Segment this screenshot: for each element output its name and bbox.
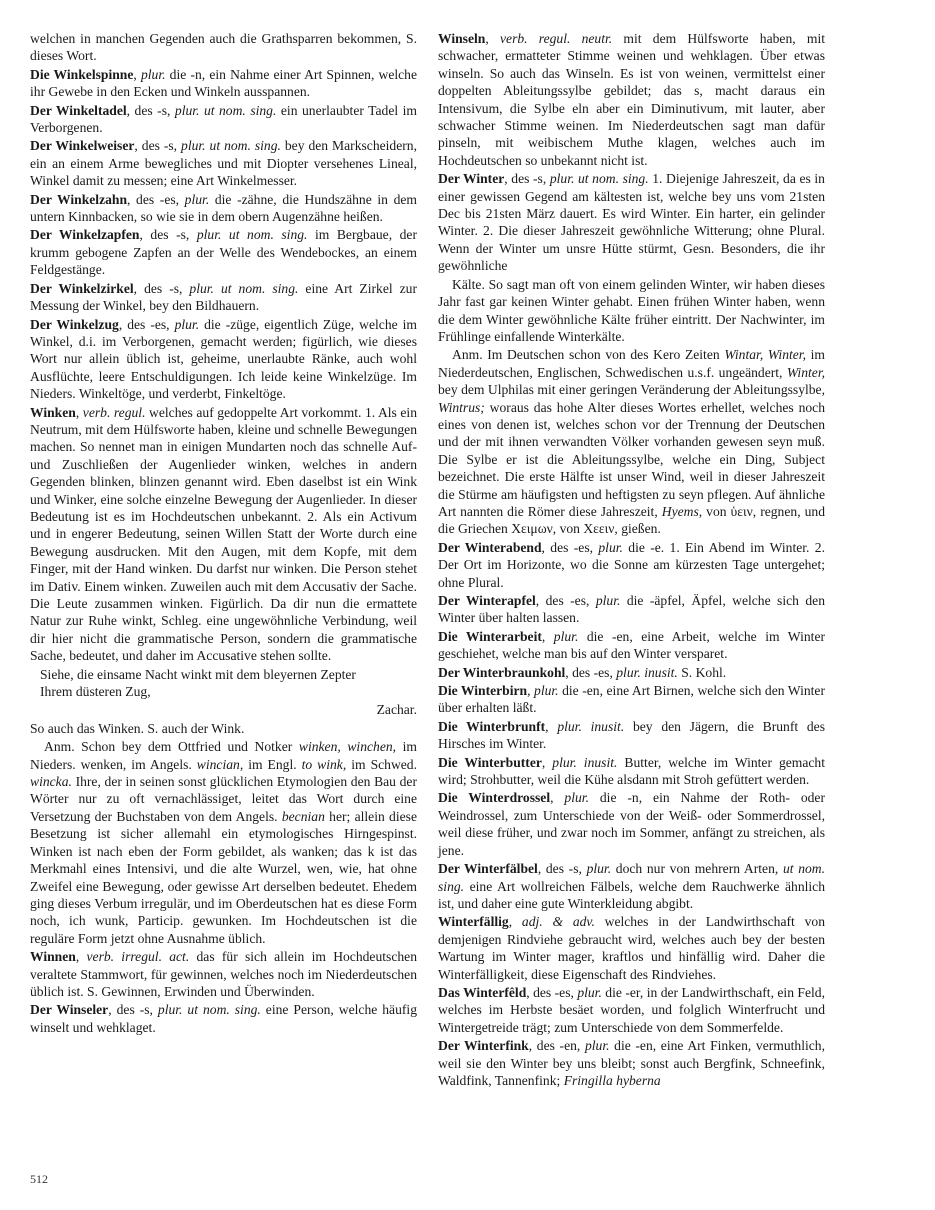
dictionary-entry: Der Winkelzug, des -es, plur. die -züge, eigentlich Züge, welche im Winkel, d.i. im Verborgenen, gemacht werden; figürlich, wie dieses Wort nur allein üblich ist, geheime, unerlaubte Ränke, auch wohl Ausflüchte, leere Entschuldigungen. Ich leide keine Winkelzüge. Im Nieders. Winkeltöge, und verderbt, Finkeltöge. [30, 316, 417, 402]
dictionary-entry: Die Winterbutter, plur. inusit. Butter, welche im Winter gemacht wird; Strohbutter, weil die Kühe alsdann mit Stroh gefüttert werden. [438, 754, 825, 788]
dictionary-entry: Der Winkeltadel, des -s, plur. ut nom. sing. ein unerlaubter Tadel im Verborgenen. [30, 102, 417, 136]
annotation-paragraph: Anm. Schon bey dem Ottfried und Notker winken, winchen, im Nieders. wenken, im Angels. wincian, im Engl. to wink, im Schwed. wincka. Ihre, der in seinen sonst glücklichen Etymologien den Bau der Wörter nur zu oft vernachlässiget, leitet das Wort durch eine Versetzung der Buchstaben von dem Angels. becnian her; allein diese Besetzung ist sicher allemahl ein etymologisches Hirngespinst. Winken ist nach eben der Form gebildet, als wanken; das k ist das Merkmahl eines Intensivi, und die alte Wurzel, wen, wie, hat ohne Zweifel eine Bewegung, oder gewisse Art derselben bedeutet. Ehedem ging dieses Verbum irregulär, und im Oberdeutschen hat es diese Form noch, ich wunk, Particip. gewunken. Im Hochdeutschen ist die reguläre Form jetzt ohne Ausnahme üblich. [30, 739, 417, 946]
dictionary-entry: So auch das Winken. S. auch der Wink. [30, 720, 245, 736]
left-column [30, 30, 417, 1037]
dictionary-entry: Der Winseler, des -s, plur. ut nom. sing. eine Person, welche häufig winselt und wehklaget. [30, 1002, 417, 1035]
dictionary-entry: Winterfällig, adj. & adv. welches in der Landwirthschaft von demjenigen Rindviehe gebraucht wird, welches auch bey der besten Wartung im Winter mager, kraftlos und hinfällig wird. Daher die Winterfälligkeit, diese Eigenschaft des Rindviehes. [438, 914, 825, 982]
dictionary-entry: Der Winter, des -s, plur. ut nom. sing. 1. Diejenige Jahreszeit, da es in einer gewissen Gegend am kältesten ist, welche bey uns vom 21sten Dec bis 21sten März dauert. Es wird Winter. Ein harter, ein gelinder Winter. 2. Die dieser Jahreszeit gewöhnliche Witterung; ohne Plural. Wenn der Winter um unsre Hütte stürmt, Gesn. Besonders, die ihr gewöhnliche [438, 171, 825, 274]
dictionary-entry: Winken, verb. regul. welches auf gedoppelte Art vorkommt. 1. Als ein Neutrum, mit dem Hülfsworte haben, kleine und schnelle Bewegungen machen. So nennet man in einigen Mundarten noch das schnelle Auf- und Zuschließen der Augenlieder winken, welches in andern Gegenden blinken, blinzen genannt wird. Eben daselbst ist ein Wink und Winker, eine solche einzelne Bewegung der Augenlieder. In dieser Bedeutung ist es im Hochdeutschen unbekannt. 2. Als ein Activum und in engerer Bedeutung, seinen Willen Statt der Worte durch eine Bewegung ausdrucken. Mit den Augen, mit dem Kopfe, mit dem Finger, mit der Hand winken. Du darfst nur winken. Die Person stehet im Dativ. Einem winken. Zuweilen auch mit dem Accusativ der Sache. Die Leute zusammen winken. Figürlich. Da dir nun die ermattete Natur zur Ruhe winkt, Schleg. eine ungewöhnliche Verbindung, weil dir hier nicht die grammatische Person, sondern die grammatische Sache, bedeutet, und daher im Accusative stehen sollte. [30, 404, 418, 664]
annotation-paragraph: Anm. Im Deutschen schon von des Kero Zeiten Wintar, Winter, im Niederdeutschen, Englischen, Schwedischen u.s.f. ungeändert, Winter, bey dem Ulphilas mit einer geringen Veränderung der Ableitungssylbe, Wintrus; woraus das hohe Alter dieses Wortes erhellet, welches noch eines von denen ist, welches schon vor der Trennung der Deutschen und der mit ihnen verwandten Völker vorhanden gewesen seyn muß. Die Sylbe er ist die Ableitungssylbe, welche ein Ding, Subject bezeichnet. Die erste Hälfte ist unser Wind, weil in dieser Jahreszeit die Stürme am häufigsten und heftigsten zu seyn pflegen. Auf ähnliche Art nannten die Römer diese Jahreszeit, Hyems, von ὑειν, regnen, und die Griechen Χειμων, von Χεειν, gießen. [438, 347, 825, 537]
dictionary-entry: Der Winkelzirkel, des -s, plur. ut nom. sing. eine Art Zirkel zur Messung der Winkel, bey den Bildhauern. [30, 280, 417, 314]
dictionary-entry: welchen in manchen Gegenden auch die Grathsparren bekommen, S. dieses Wort. [30, 31, 417, 64]
page-number: 512 [30, 1172, 48, 1186]
right-column [438, 30, 825, 1090]
dictionary-entry: Der Winterfink, des -en, plur. die -en, eine Art Finken, vermuthlich, weil sie den Winter bey uns bleibt; sonst auch Bergfink, Schneefink, Waldfink, Tannenfink; Fringilla hyberna [438, 1038, 825, 1088]
dictionary-entry: Der Winkelzahn, des -es, plur. die -zähne, die Hundszähne in dem untern Kinnbacken, so wie sie in dem obern Augenzähne heißen. [30, 191, 417, 225]
dictionary-entry: Die Winkelspinne, plur. die -n, ein Nahme einer Art Spinnen, welche ihr Gewebe in den Ecken und Winkeln ausspannen. [30, 66, 417, 100]
dictionary-entry: Der Winterapfel, des -es, plur. die -äpfel, Äpfel, welche sich den Winter über halten lassen. [438, 593, 826, 626]
dictionary-entry: Die Winterdrossel, plur. die -n, ein Nahme der Roth- oder Weindrossel, zum Unterschiede von der Weiß- oder Sommerdrossel, weil diese früher, und zwar noch im Sommer, anfängt zu streichen, als jene. [438, 790, 825, 858]
dictionary-entry: Winnen, verb. irregul. act. das für sich allein im Hochdeutschen veraltete Stammwort, für gewinnen, welches noch im Niederdeutschen üblich ist. S. Gewinnen, Erwinden und Überwinden. [30, 949, 417, 999]
verse-quote: Siehe, die einsame Nacht winkt mit dem bleyernen Zepter Ihrem düsteren Zug, [40, 666, 356, 700]
dictionary-entry: Winseln, verb. regul. neutr. mit dem Hülfsworte haben, mit schwacher, ermatteter Stimme weinen und wehklagen. Über etwas winseln. So auch das Winseln. Es ist von weinen, vermittelst einer doppelten Ableitungssylbe gebildet; das s, macht daraus ein Intensivum, die Sylbe eln aber ein Diminutivum, mit lauter, aber schwacher Stimme weinen. Im Niederdeutschen sagt man dafür pinseln, mit weibischem Muthe klagen, welches auch im Hochdeutschen so unbekannt nicht ist. [438, 31, 826, 168]
dictionary-entry: Der Winterbraunkohl, des -es, plur. inusit. S. Kohl. [438, 664, 727, 680]
dictionary-entry: Der Winterfälbel, des -s, plur. doch nur von mehrern Arten, ut nom. sing. eine Art wollreichen Fälbels, welche dem Rauchwerke ähnlich ist, und daher eine gute Winterkleidung abgibt. [438, 861, 826, 911]
verse-author: Zachar. [376, 702, 417, 718]
annotation-paragraph: Kälte. So sagt man oft von einem gelinden Winter, wir haben dieses Jahr fast gar keinen Winter gehabt. Einen frühen Winter haben, wenn die dem Winter gewöhnliche Kälte früher eintritt. Der Nachwinter, im Frühlinge einfallende Winterkälte. [438, 276, 825, 344]
dictionary-entry: Der Winterabend, des -es, plur. die -e. 1. Ein Abend im Winter. 2. Der Ort im Horizonte, wo die Sonne am kürzesten Tage untergehet; ohne Plural. [438, 539, 826, 590]
dictionary-entry: Der Winkelweiser, des -s, plur. ut nom. sing. bey den Markscheidern, ein an einem Arme bewegliches und mit Diopter versehenes Lineal, Winkel damit zu messen; eine Art Winkelmesser. [30, 138, 417, 189]
dictionary-entry: Das Winterfêld, des -es, plur. die -er, in der Landwirthschaft, ein Feld, welches im Herbste besäet worden, und folglich Winterfrucht und Wintergetreide trägt; zum Unterschiede von dem Sommerfelde. [438, 984, 825, 1035]
dictionary-entry: Die Winterbirn, plur. die -en, eine Art Birnen, welche sich den Winter über erhalten läßt. [438, 683, 825, 716]
dictionary-entry: Die Winterbrunft, plur. inusit. bey den Jägern, die Brunft des Hirsches im Winter. [438, 718, 825, 752]
dictionary-entry: Der Winkelzapfen, des -s, plur. ut nom. sing. im Bergbaue, der krumm gebogene Zapfen an der Welle des Wendebockes, an einem Feldgestänge. [30, 227, 417, 278]
dictionary-entry: Die Winterarbeit, plur. die -en, eine Arbeit, welche im Winter geschiehet, welche man bis auf den Winter versparet. [438, 628, 826, 662]
